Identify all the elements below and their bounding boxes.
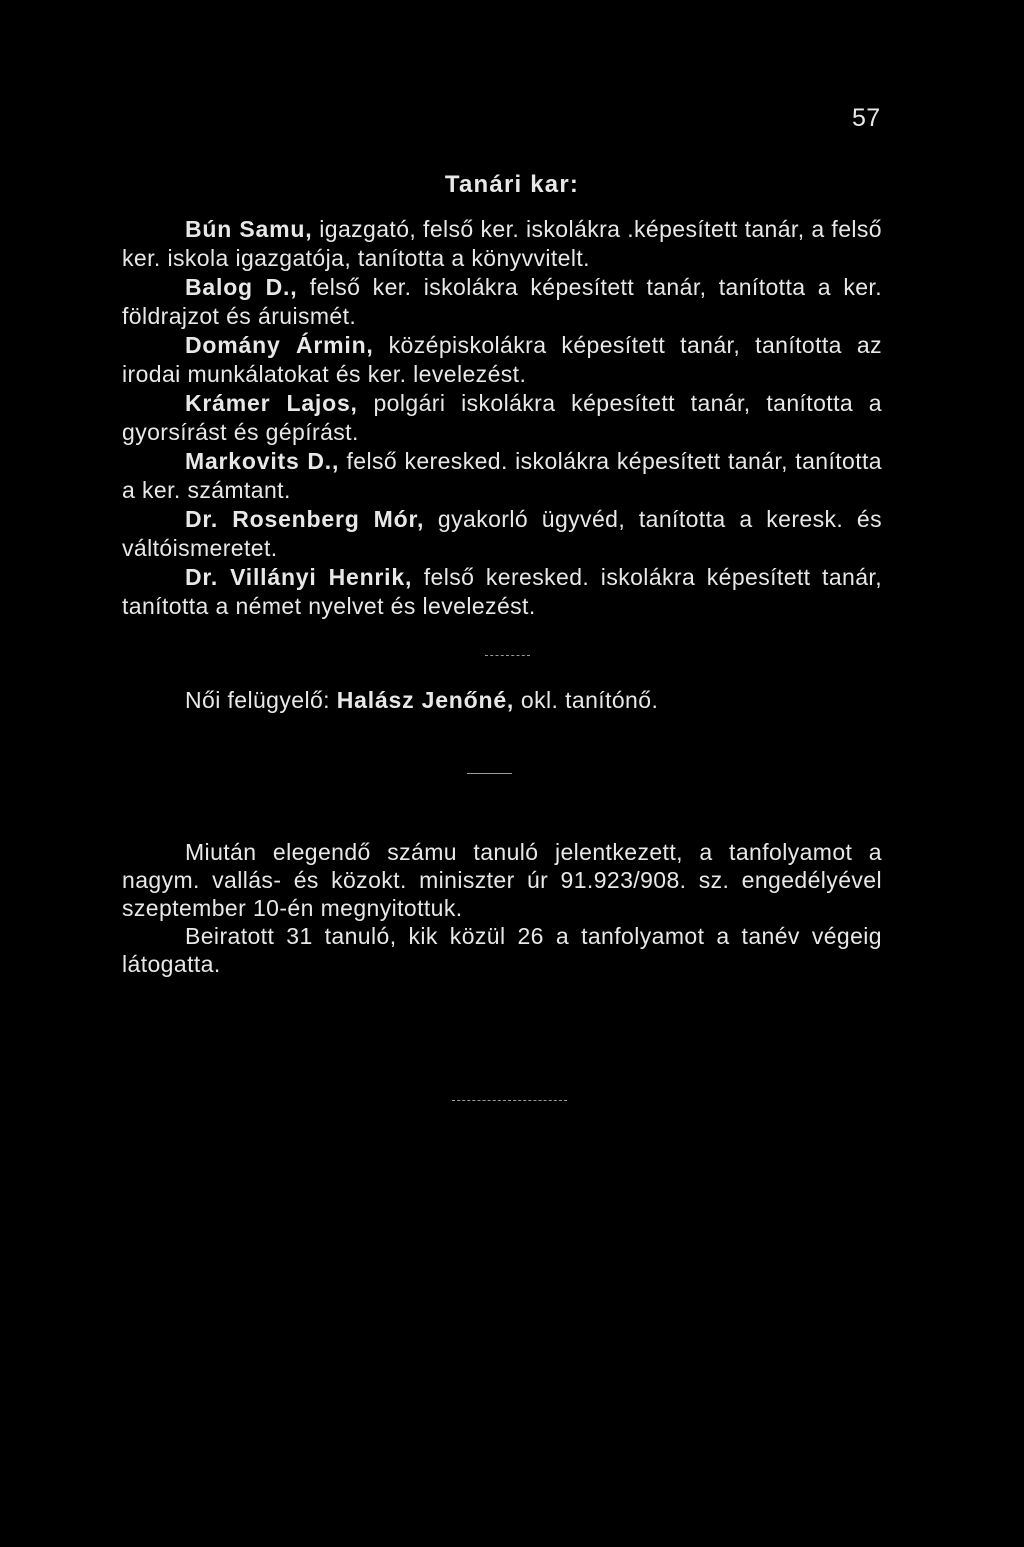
staff-description: gyakorló ügyvéd, tanította a keresk. és váltóismeretet. [122, 506, 882, 561]
supervisor-name: Halász Jenőné, [336, 687, 515, 713]
staff-name: Markovits D., [185, 448, 340, 474]
staff-description: felső keresked. iskolákra képesített tanár, tanította a ker. számtant. [122, 448, 882, 503]
staff-entry [122, 331, 882, 389]
staff-entry [122, 505, 882, 563]
closing-paragraph: Miután elegendő számu tanuló jelentkezett, a tanfolyamot a nagym. vallás- és közokt. miniszter úr 91.923/908. sz. engedélyével szeptember 10-én megnyitottuk. [122, 839, 882, 921]
staff-name: Domány Ármin, [185, 332, 374, 358]
separator-rule [452, 1100, 567, 1101]
page-number: 57 [852, 104, 881, 132]
staff-name: Krámer Lajos, [185, 390, 358, 416]
staff-entry [122, 563, 882, 621]
separator-rule [467, 773, 512, 774]
staff-name: Dr. Rosenberg Mór, [185, 506, 425, 532]
staff-description: igazgató, felső ker. iskolákra .képesített tanár, a felső ker. iskola igazgatója, tanította a könyvvitelt. [122, 216, 882, 271]
staff-entry [122, 447, 882, 505]
staff-name: Bún Samu, [185, 216, 313, 242]
staff-description: felső keresked. iskolákra képesített tanár, tanította a német nyelvet és levelezést. [122, 564, 883, 619]
section-heading: Tanári kar: [444, 171, 580, 198]
staff-entry [122, 215, 882, 273]
separator-rule [485, 655, 530, 656]
supervisor-title: okl. tanítónő. [514, 687, 659, 713]
supervisor-label: Női felügyelő: [185, 687, 337, 713]
supervisor-line [185, 687, 658, 714]
staff-description: felső ker. iskolákra képesített tanár, tanította a ker. földrajzot és áruismét. [122, 274, 882, 329]
closing-paragraph: Beiratott 31 tanuló, kik közül 26 a tanfolyamot a tanév végeig látogatta. [122, 923, 882, 977]
staff-description: polgári iskolákra képesített tanár, tanította a gyorsírást és gépírást. [122, 390, 882, 445]
staff-description: középiskolákra képesített tanár, tanította az irodai munkálatokat és ker. levelezést. [122, 332, 882, 387]
staff-name: Dr. Villányi Henrik, [185, 564, 413, 590]
staff-entry [122, 273, 882, 331]
staff-list [122, 215, 882, 621]
staff-name: Balog D., [185, 274, 298, 300]
staff-entry [122, 389, 882, 447]
closing-text [122, 838, 882, 978]
